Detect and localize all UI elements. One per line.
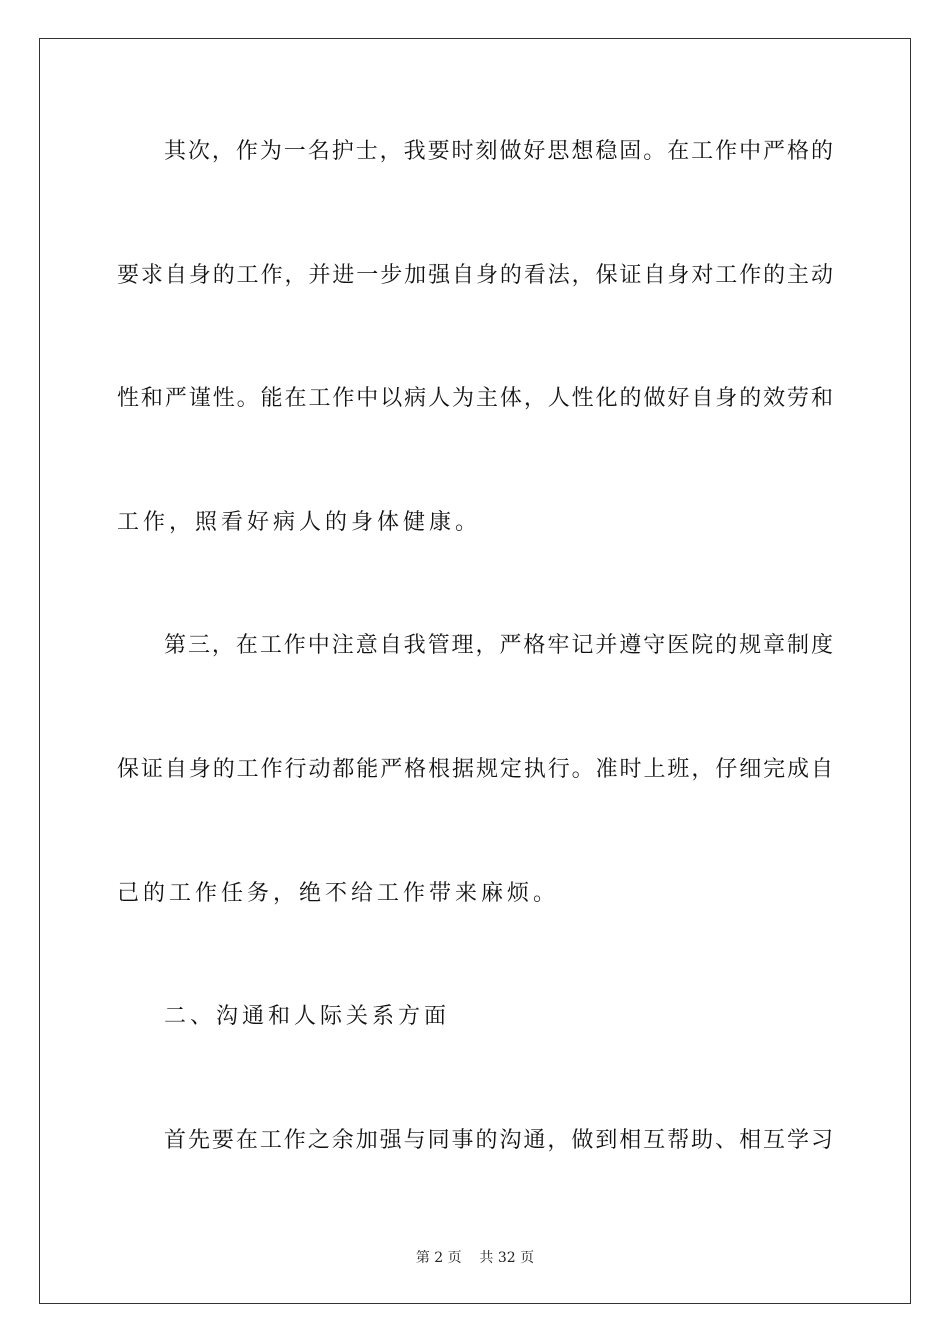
paragraph-line: 性和严谨性。能在工作中以病人为主体，人性化的做好自身的效劳和: [117, 386, 833, 411]
paragraph-line: 保证自身的工作行动都能严格根据规定执行。准时上班，仔细完成自: [117, 757, 833, 782]
page-number: 第 2 页 共 32 页: [415, 1250, 535, 1266]
paragraph-line: 首先要在工作之余加强与同事的沟通，做到相互帮助、相互学习: [164, 1128, 833, 1153]
paragraph-line: 第三，在工作中注意自我管理，严格牢记并遵守医院的规章制度: [164, 633, 833, 658]
paragraph-line: 要求自身的工作，并进一步加强自身的看法，保证自身对工作的主动: [117, 263, 833, 288]
paragraph-line: 其次，作为一名护士，我要时刻做好思想稳固。在工作中严格的: [164, 139, 833, 164]
paragraph-line: 己的工作任务，绝不给工作带来麻烦。: [117, 881, 560, 906]
page-border: [39, 38, 911, 1304]
paragraph-line: 工作，照看好病人的身体健康。: [117, 510, 482, 535]
section-heading: 二、沟通和人际关系方面: [164, 1004, 451, 1029]
